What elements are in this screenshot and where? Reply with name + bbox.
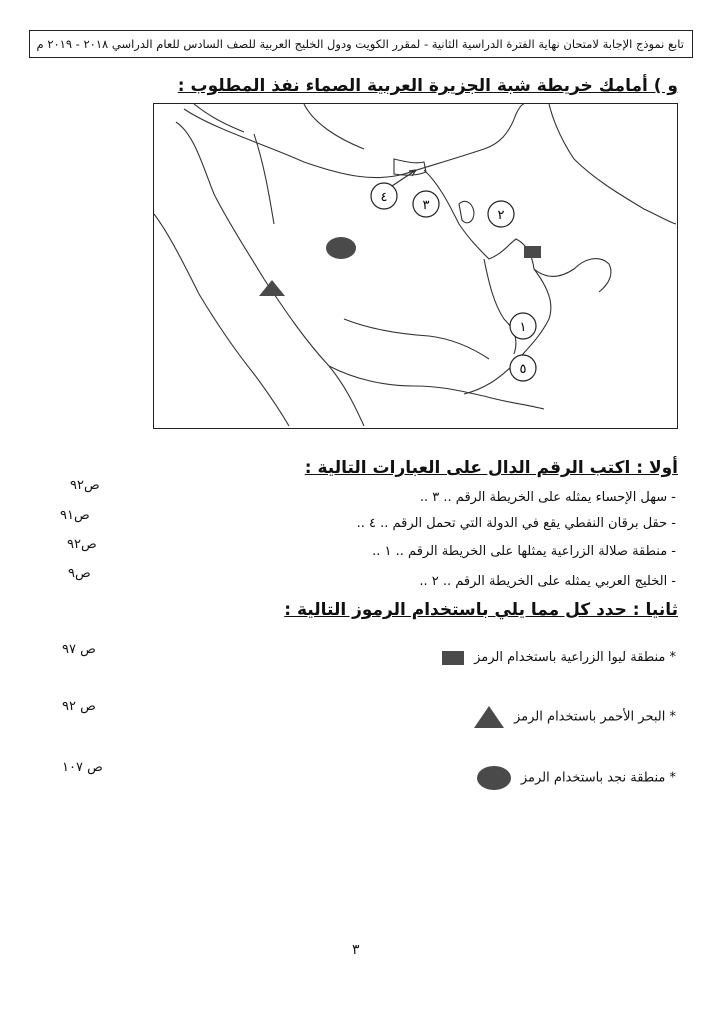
- page-number: ٣: [352, 942, 360, 958]
- map-arrow: [392, 170, 416, 186]
- map-uae-oman: [464, 269, 551, 394]
- map-kuwait: [394, 159, 426, 175]
- page-ref-7: ص ١٠٧: [62, 760, 103, 775]
- svg-text:٢: ٢: [497, 208, 505, 223]
- page-ref-2: ص٩١: [60, 508, 90, 523]
- page-ref-1: ص٩٢: [70, 478, 100, 493]
- map-marker-2: [488, 201, 514, 227]
- part-two-item-2-text: * البحر الأحمر باستخدام الرمز: [514, 709, 676, 725]
- part-two-title: ثانيا : حدد كل مما يلي باستخدام الرموز التالية :: [284, 600, 678, 620]
- exam-header: تابع نموذج الإجابة لامتحان نهاية الفترة الدراسية الثانية - لمقرر الكويت ودول الخليج العربية للصف السادس للعام الدراسي ٢٠١٨ - ٢٠١٩ م: [29, 30, 693, 58]
- map-marker-1: [510, 313, 536, 339]
- square-icon: [442, 651, 464, 665]
- svg-text:٤: ٤: [380, 190, 388, 205]
- map-marker-5: [510, 355, 536, 381]
- svg-text:٥: ٥: [519, 362, 527, 377]
- map-coastline-west: [176, 122, 364, 426]
- map-coastline-africa: [154, 214, 289, 426]
- part-one-item-4: - الخليج العربي يمثله على الخريطة الرقم .. ٢ ..: [419, 574, 676, 589]
- part-two-item-1: [442, 650, 676, 665]
- map-marker-3: [413, 191, 439, 217]
- part-two-item-3-text: * منطقة نجد باستخدام الرمز: [520, 770, 676, 786]
- part-two-item-1-text: * منطقة ليوا الزراعية باستخدام الرمز: [474, 650, 676, 665]
- part-one-title: أولا : اكتب الرقم الدال على العبارات التالية :: [304, 458, 678, 478]
- map-inner-border: [254, 134, 274, 224]
- page-ref-4: ص٩: [68, 566, 91, 581]
- part-one-item-1: - سهل الإحساء يمثله على الخريطة الرقم .. ٣ ..: [419, 490, 676, 505]
- map-svg: [154, 104, 676, 427]
- map-border-iraq: [404, 104, 524, 174]
- page-ref-6: ص ٩٢: [62, 699, 96, 714]
- map-marker-4: [371, 183, 397, 209]
- map-border-syria: [304, 104, 364, 149]
- page-ref-3: ص٩٢: [67, 537, 97, 552]
- arabian-peninsula-map: [153, 103, 678, 429]
- part-one-item-2: - حقل برقان النفطي يقع في الدولة التي تحمل الرقم .. ٤ ..: [356, 516, 676, 531]
- part-two-item-3: [477, 766, 676, 790]
- page-ref-5: ص ٩٧: [62, 642, 96, 657]
- part-one-item-3: - منطقة صلالة الزراعية يمثلها على الخريطة الرقم .. ١ ..: [372, 544, 676, 559]
- map-qatar: [459, 201, 474, 222]
- najd-ellipse-icon: [326, 237, 356, 259]
- svg-text:٣: ٣: [422, 198, 430, 213]
- red-sea-triangle-icon: [259, 280, 285, 296]
- map-section-title: و ) أمامك خريطة شبة الجزيرة العربية الصماء نفذ المطلوب :: [177, 76, 678, 96]
- map-yemen-border: [344, 319, 489, 359]
- liwa-square-icon: [524, 246, 541, 258]
- map-oman-border: [484, 259, 516, 354]
- triangle-icon: [474, 706, 504, 728]
- svg-text:١: ١: [519, 320, 527, 335]
- ellipse-icon: [477, 766, 511, 790]
- map-gulf-coast: [424, 170, 611, 292]
- part-two-item-2: [474, 706, 676, 728]
- map-border-iran: [549, 104, 676, 224]
